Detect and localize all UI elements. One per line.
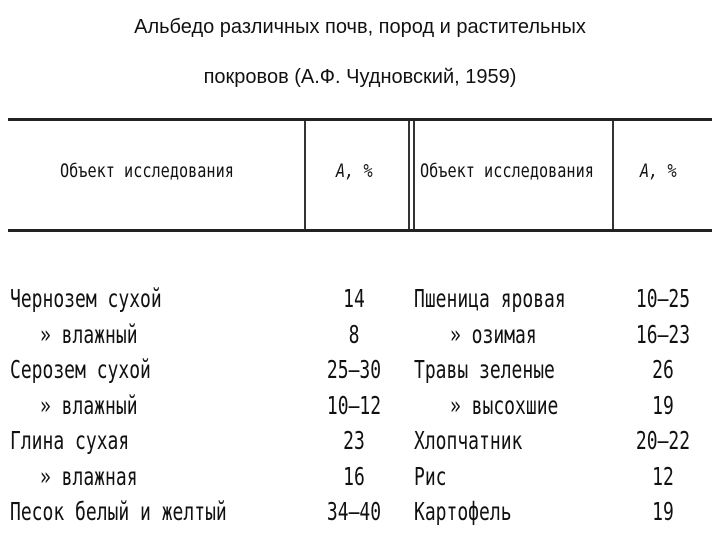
header-value-right: А, %: [640, 160, 677, 182]
right-value-cell: 20–22: [635, 426, 691, 455]
right-object-cell: Рис: [414, 461, 447, 491]
left-value-cell: 23: [343, 426, 365, 455]
table-top-rule: [8, 118, 712, 121]
table-header-rule: [8, 229, 712, 232]
left-value-cell: 10–12: [326, 390, 382, 420]
header-object-left: Объект исследования: [60, 160, 234, 182]
right-value-cell: 12: [652, 461, 674, 491]
right-object-cell: » высохшие: [450, 390, 559, 420]
right-value-cell: 19: [652, 390, 674, 420]
left-object-cell: » влажный: [40, 319, 138, 349]
right-value-cell: 16–23: [635, 319, 691, 349]
right-object-cell: Травы зеленые: [414, 355, 555, 384]
column-divider: [612, 121, 614, 229]
right-object-cell: Пшеница яровая: [414, 284, 566, 313]
left-object-cell: Серозем сухой: [10, 355, 151, 384]
right-value-cell: 10–25: [635, 284, 691, 313]
right-value-cell: 19: [652, 497, 674, 526]
right-value-cell: 26: [652, 355, 674, 384]
page-title-line1: Альбедо различных почв, пород и растительных: [134, 16, 586, 38]
left-object-cell: Песок белый и желтый: [10, 497, 227, 526]
left-object-cell: » влажный: [40, 390, 138, 420]
left-value-cell: 34–40: [326, 497, 382, 526]
left-object-cell: » влажная: [40, 461, 138, 491]
left-value-cell: 25–30: [326, 355, 382, 384]
right-object-cell: Хлопчатник: [414, 426, 523, 455]
left-object-cell: Чернозем сухой: [10, 284, 162, 313]
column-divider-double-b: [413, 121, 415, 229]
left-object-cell: Глина сухая: [10, 426, 130, 455]
header-value-left: А, %: [336, 160, 373, 182]
right-object-cell: » озимая: [450, 319, 537, 349]
page-title-line2: покровов (А.Ф. Чудновский, 1959): [203, 66, 517, 88]
right-object-cell: Картофель: [414, 497, 512, 526]
left-value-cell: 16: [343, 461, 365, 491]
column-divider-double-a: [408, 121, 410, 229]
left-value-cell: 14: [343, 284, 365, 313]
header-object-right: Объект исследования: [420, 160, 594, 182]
column-divider: [304, 121, 306, 229]
left-value-cell: 8: [348, 319, 360, 349]
